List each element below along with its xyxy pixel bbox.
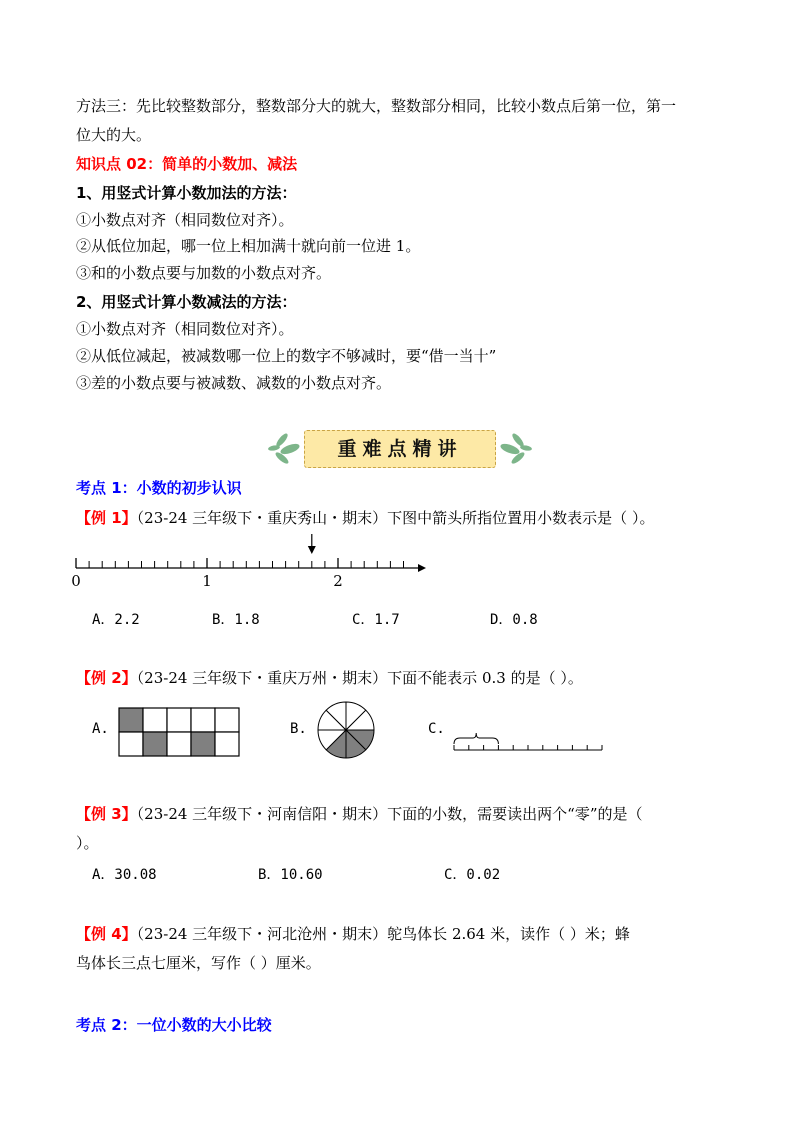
grid-cell: [119, 708, 143, 732]
topic2-title: 考点 2：一位小数的大小比较: [76, 1016, 272, 1034]
example3-option-b[interactable]: B．10.60: [258, 867, 323, 883]
add-item-1: ①小数点对齐（相同数位对齐）。: [76, 211, 294, 229]
example1-stem: [76, 508, 654, 528]
method3-line1: 方法三：先比较整数部分，整数部分大的就大，整数部分相同，比较小数点后第一位，第一: [76, 97, 677, 115]
example2-label: 【例 2】: [76, 669, 137, 687]
example4-label: 【例 4】: [76, 925, 137, 943]
example2-option-c-label[interactable]: C.: [428, 721, 445, 737]
example1-option-c[interactable]: C．1.7: [352, 612, 400, 628]
shaded-grid-figure: [118, 707, 240, 757]
example2-option-b-label[interactable]: B.: [290, 721, 307, 737]
number-line-label: 0: [71, 572, 81, 590]
grid-cell: [215, 732, 239, 756]
sub-item-1: ①小数点对齐（相同数位对齐）。: [76, 320, 294, 338]
add-item-3: ③和的小数点要与加数的小数点对齐。: [76, 264, 332, 282]
sub-item-2: ②从低位减起，被减数哪一位上的数字不够减时，要“借一当十”: [76, 347, 497, 365]
method3-line2: 位大的大。: [76, 126, 152, 144]
example1-option-b[interactable]: B．1.8: [212, 612, 260, 628]
right-leaf-icon: [492, 424, 532, 474]
example2-stem: [76, 668, 583, 688]
grid-cell: [167, 732, 191, 756]
example2-text: （23-24 三年级下・重庆万州・期末）下面不能表示 0.3 的是（ ）。: [136, 669, 583, 687]
section-banner: [268, 424, 530, 474]
banner-box: [304, 430, 496, 468]
example3-text-line2: ）。: [76, 834, 99, 852]
grid-cell: [191, 732, 215, 756]
left-leaf-icon: [268, 424, 308, 474]
example2-option-a-label[interactable]: A.: [92, 721, 109, 737]
example1-text: （23-24 三年级下・重庆秀山・期末）下图中箭头所指位置用小数表示是（ ）。: [136, 509, 655, 527]
example3-option-c[interactable]: C．0.02: [444, 867, 501, 883]
example3-label: 【例 3】: [76, 805, 137, 823]
number-line-label: 2: [333, 572, 343, 590]
number-line: [71, 534, 432, 590]
banner-title: 重难点精讲: [337, 438, 463, 460]
grid-cell: [119, 732, 143, 756]
grid-cell: [143, 732, 167, 756]
sub-item-3: ③差的小数点要与被减数、减数的小数点对齐。: [76, 374, 392, 392]
example1-label: 【例 1】: [76, 509, 137, 527]
shaded-circle-figure: [314, 698, 378, 762]
example3-option-a[interactable]: A．30.08: [92, 867, 157, 883]
add-method-heading: 1、用竖式计算小数加法的方法：: [76, 184, 297, 202]
grid-cell: [191, 708, 215, 732]
example4-text-line2: 鸟体长三点七厘米，写作（ ）厘米。: [76, 954, 321, 972]
add-item-2: ②从低位加起，哪一位上相加满十就向前一位进 1。: [76, 237, 421, 255]
grid-cell: [143, 708, 167, 732]
example3-stem-line1: [76, 804, 643, 824]
grid-cell: [167, 708, 191, 732]
example3-text-line1: （23-24 三年级下・河南信阳・期末）下面的小数，需要读出两个“零”的是（: [136, 805, 643, 823]
pointer-arrowhead-icon: [308, 546, 316, 554]
knowledge02-title: 知识点 02：简单的小数加、减法: [76, 155, 298, 173]
example4-text-line1: （23-24 三年级下・河北沧州・期末）鸵鸟体长 2.64 米，读作（ ）米；蜂: [136, 925, 630, 943]
example4-stem-line1: [76, 924, 630, 944]
sub-method-heading: 2、用竖式计算小数减法的方法：: [76, 293, 297, 311]
brace-icon: [454, 733, 498, 744]
topic1-title: 考点 1：小数的初步认识: [76, 479, 242, 497]
number-line-arrowhead-icon: [418, 564, 426, 572]
example1-option-d[interactable]: D．0.8: [490, 612, 538, 628]
number-line-label: 1: [202, 572, 212, 590]
grid-cell: [215, 708, 239, 732]
segment-line-figure: [452, 730, 604, 760]
example1-option-a[interactable]: A．2.2: [92, 612, 140, 628]
